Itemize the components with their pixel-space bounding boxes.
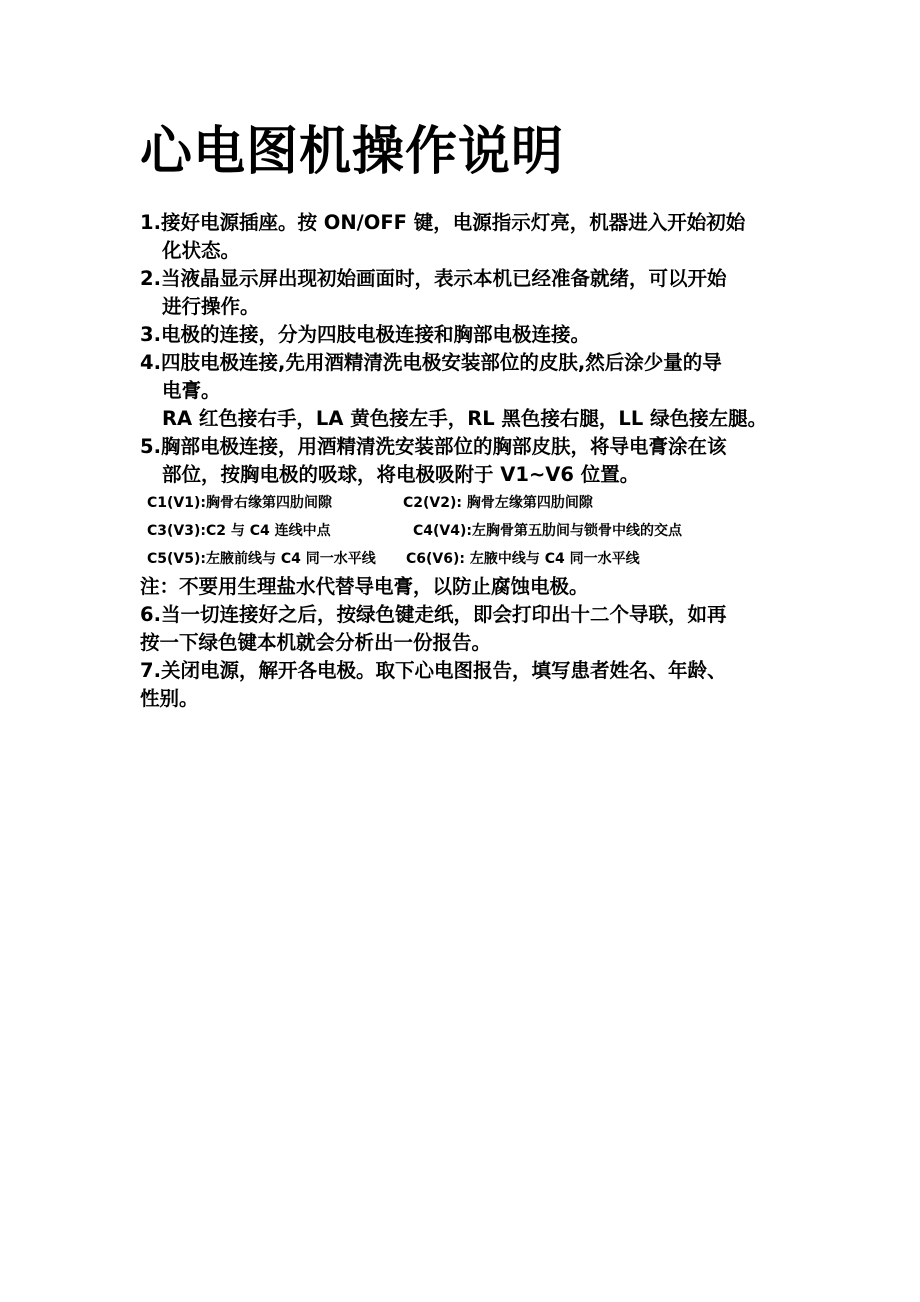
step-2-line-1: 2.当液晶显示屏出现初始画面时，表示本机已经准备就绪，可以开始	[140, 267, 727, 290]
electrode-c6: C6(V6): 左腋中线与 C4 同一水平线	[406, 551, 640, 567]
electrode-c4: C4(V4):左胸骨第五肋间与锁骨中线的交点	[413, 523, 682, 539]
step-5-line-2: 部位，按胸电极的吸球，将电极吸附于 V1~V6 位置。	[162, 463, 640, 486]
step-7-line-1: 7.关闭电源，解开各电极。取下心电图报告，填写患者姓名、年龄、	[140, 659, 727, 682]
step-4-line-2: 电膏。	[162, 379, 221, 402]
limb-electrode-colors: RA 红色接右手，LA 黄色接左手，RL 黑色接右腿，LL 绿色接左腿。	[162, 407, 768, 430]
step-1-line-1: 1.接好电源插座。按 ON/OFF 键，电源指示灯亮，机器进入开始初始	[140, 211, 746, 234]
electrode-c5: C5(V5):左腋前线与 C4 同一水平线	[147, 551, 376, 567]
electrode-c3: C3(V3):C2 与 C4 连线中点	[147, 523, 331, 539]
electrode-c1: C1(V1):胸骨右缘第四肋间隙	[147, 495, 332, 511]
step-4-line-1: 4.四肢电极连接,先用酒精清洗电极安装部位的皮肤,然后涂少量的导	[140, 351, 722, 374]
document-title: 心电图机操作说明	[140, 122, 565, 182]
electrode-c2: C2(V2): 胸骨左缘第四肋间隙	[403, 495, 593, 511]
step-6-line-2: 按一下绿色键本机就会分析出一份报告。	[140, 631, 492, 654]
step-2-line-2: 进行操作。	[162, 295, 260, 318]
note-line: 注：不要用生理盐水代替导电膏，以防止腐蚀电极。	[140, 575, 589, 598]
step-1-line-2: 化状态。	[162, 239, 241, 262]
step-5-line-1: 5.胸部电极连接，用酒精清洗安装部位的胸部皮肤，将导电膏涂在该	[140, 435, 727, 458]
step-7-line-2: 性别。	[140, 687, 199, 710]
step-3-line: 3.电极的连接，分为四肢电极连接和胸部电极连接。	[140, 323, 590, 346]
step-6-line-1: 6.当一切连接好之后，按绿色键走纸，即会打印出十二个导联，如再	[140, 603, 727, 626]
